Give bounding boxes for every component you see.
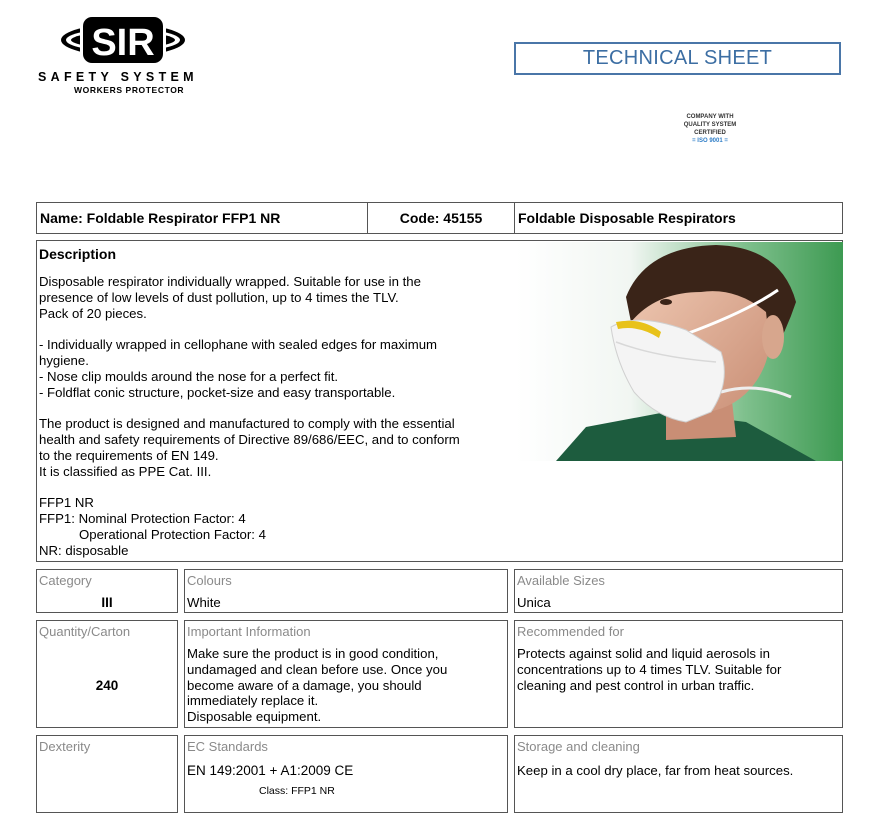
info-line: Disposable equipment. (187, 709, 322, 725)
important-info-label: Important Information (187, 624, 311, 639)
storage-value: Keep in a cool dry place, far from heat sources. (517, 763, 794, 778)
recommended-line: cleaning and pest control in urban traffic. (517, 677, 755, 693)
dexterity-label: Dexterity (39, 739, 91, 754)
cert-line: CERTIFIED (694, 130, 726, 136)
brand-name: SAFETY SYSTEM (38, 70, 198, 84)
info-line: Make sure the product is in good condition, (187, 646, 439, 661)
standards-cell (184, 735, 508, 813)
brand-tagline: WORKERS PROTECTOR (74, 85, 185, 95)
info-line: undamaged and clean before use. Once you (187, 661, 448, 677)
description-heading: Description (39, 246, 117, 262)
product-code: Code: 45155 (367, 202, 515, 234)
info-line: immediately replace it. (187, 693, 319, 709)
quantity-value: 240 (95, 678, 119, 693)
category-label: Category (39, 573, 92, 588)
quantity-cell (36, 620, 178, 728)
sizes-cell (514, 569, 843, 613)
desc-line: Pack of 20 pieces. (39, 305, 147, 321)
desc-line: - Nose clip moulds around the nose for a perfect fit. (39, 368, 339, 384)
standards-class: Class: FFP1 NR (259, 785, 335, 797)
product-category: Foldable Disposable Respirators (514, 202, 843, 234)
document-title: TECHNICAL SHEET (514, 42, 841, 75)
colours-value: White (187, 595, 221, 610)
iso-certification (660, 113, 760, 145)
desc-line: FFP1: Nominal Protection Factor: 4 (39, 510, 246, 526)
colours-cell (184, 569, 508, 613)
desc-line: The product is designed and manufactured to comply with the essential (39, 416, 455, 432)
desc-line: NR: disposable (39, 542, 129, 558)
storage-label: Storage and cleaning (517, 739, 640, 754)
sir-logo (58, 12, 188, 68)
product-photo (516, 242, 843, 461)
desc-line: health and safety requirements of Directive 89/686/EEC, and to conform (39, 431, 460, 447)
recommended-line: Protects against solid and liquid aerosols in (517, 646, 770, 661)
category-value: III (101, 595, 113, 610)
info-line: become aware of a damage, you should (187, 677, 422, 693)
cert-line: COMPANY WITH (686, 114, 734, 120)
desc-line: It is classified as PPE Cat. III. (39, 463, 212, 479)
desc-line: Disposable respirator individually wrapped. Suitable for use in the (39, 274, 421, 289)
recommended-label: Recommended for (517, 624, 624, 639)
description-text (39, 274, 509, 558)
standards-value: EN 149:2001 + A1:2009 CE (187, 763, 354, 778)
product-name: Name: Foldable Respirator FFP1 NR (36, 202, 368, 234)
desc-line: to the requirements of EN 149. (39, 447, 219, 463)
important-info-text (187, 646, 447, 725)
desc-line: FFP1 NR (39, 495, 94, 511)
cert-line: QUALITY SYSTEM (683, 122, 737, 128)
cert-line-iso: = ISO 9001 = (692, 138, 728, 144)
category-cell (36, 569, 178, 613)
important-info-cell (184, 620, 508, 728)
quantity-label: Quantity/Carton (39, 624, 131, 639)
desc-line: - Foldflat conic structure, pocket-size and easy transportable. (39, 384, 396, 400)
colours-label: Colours (187, 573, 232, 588)
desc-line: hygiene. (39, 352, 89, 368)
dexterity-cell (36, 735, 178, 813)
logo-text: SIR (91, 22, 155, 64)
desc-line: Operational Protection Factor: 4 (79, 526, 266, 542)
desc-line: - Individually wrapped in cellophane with sealed edges for maximum (39, 337, 438, 353)
desc-line: presence of low levels of dust pollution, up to 4 times the TLV. (39, 289, 399, 305)
recommended-cell (514, 620, 843, 728)
recommended-line: concentrations up to 4 times TLV. Suitable for (517, 661, 782, 677)
storage-cell (514, 735, 843, 813)
sizes-label: Available Sizes (517, 573, 605, 588)
recommended-text (517, 646, 781, 693)
standards-label: EC Standards (187, 739, 268, 754)
sizes-value: Unica (517, 595, 551, 610)
